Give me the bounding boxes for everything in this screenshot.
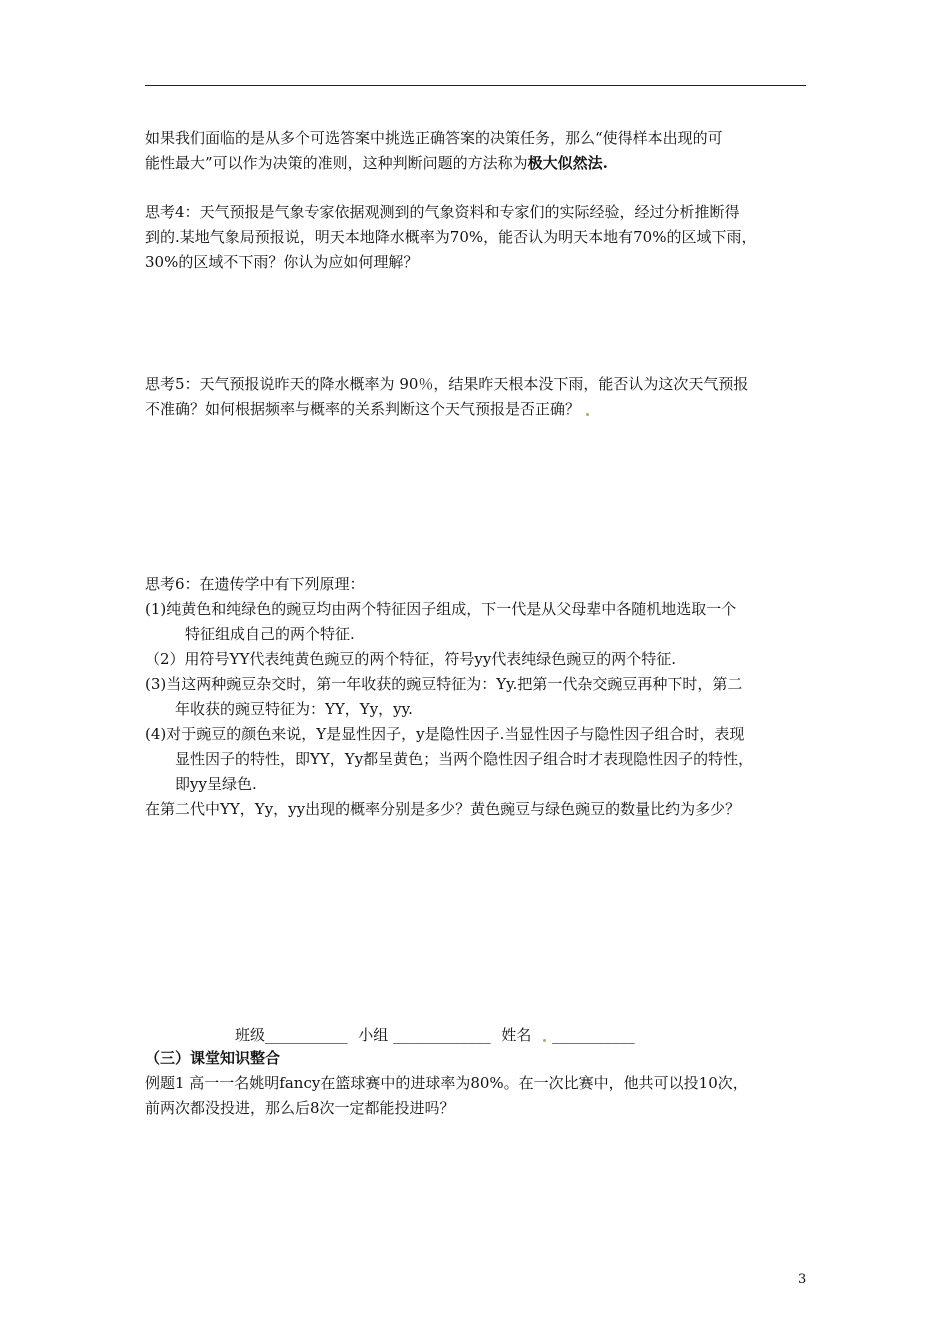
sign-line xyxy=(235,1024,641,1045)
list-item: (3)当这两种豌豆杂交时，第一年收获的豌豆特征为：Yy.把第一代杂交豌豆再种下时，第二 xyxy=(145,675,743,693)
question-6 xyxy=(145,572,807,822)
header-rule xyxy=(145,85,806,86)
text-line: 思考4：天气预报是气象专家依据观测到的气象资料和专家们的实际经验，经过分析推断得 xyxy=(145,203,740,221)
bold-term: 极大似然法. xyxy=(527,154,608,172)
question-text: 在第二代中YY，Yy，yy出现的概率分别是多少？黄色豌豆与绿色豌豆的数量比约为多少？ xyxy=(145,800,741,818)
text-line: 30%的区域不下雨？你认为应如何理解？ xyxy=(145,253,419,271)
name-blank: ___________ xyxy=(552,1026,635,1044)
text-line: 如果我们面临的是从多个可选答案中挑选正确答案的决策任务，那么“使得样本出现的可 xyxy=(145,129,723,147)
paragraph-mle xyxy=(145,126,807,176)
name-label: 姓名 xyxy=(501,1026,532,1044)
class-field: 班级___________ xyxy=(235,1026,348,1044)
list-item-cont: 显性因子的特性，即YY，Yy都呈黄色；当两个隐性因子组合时才表现隐性因子的特性， xyxy=(175,750,754,768)
question-4 xyxy=(145,200,807,275)
stray-dot xyxy=(586,413,589,416)
section-heading: （三）课堂知识整合 xyxy=(145,1049,281,1067)
text-line: 到的.某地气象局预报说，明天本地降水概率为70%，能否认为明天本地有70%的区域下雨， xyxy=(145,228,757,246)
list-item: (1)纯黄色和纯绿色的豌豆均由两个特征因子组成，下一代是从父母辈中各随机地选取一个 xyxy=(145,600,737,618)
list-item-cont: 年收获的豌豆特征为：YY，Yy，yy. xyxy=(175,700,413,718)
question-5 xyxy=(145,372,807,422)
example-line: 例题1 高一一名姚明fancy在篮球赛中的进球率为80%。在一次比赛中，他共可以投10次， xyxy=(145,1074,748,1092)
list-item-cont: 即yy呈绿色. xyxy=(175,775,257,793)
text-line: 不准确？如何根据频率与概率的关系判断这个天气预报是否正确？ xyxy=(145,397,807,422)
list-item: （2）用符号YY代表纯黄色豌豆的两个特征，符号yy代表纯绿色豌豆的两个特征. xyxy=(145,650,677,668)
example-line: 前两次都没投进，那么后8次一定都能投进吗？ xyxy=(145,1099,455,1117)
group-field: 小组 _____________ xyxy=(358,1026,491,1044)
list-item: (4)对于豌豆的颜色来说，Y是显性因子，y是隐性因子.当显性因子与隐性因子组合时，表现 xyxy=(145,725,745,743)
text-line: 能性最大”可以作为决策的准则，这种判断问题的方法称为极大似然法. xyxy=(145,154,608,172)
page-number: 3 xyxy=(798,1272,807,1287)
question-title: 思考6：在遗传学中有下列原理： xyxy=(145,575,365,593)
section-3 xyxy=(145,1046,807,1121)
stray-dot xyxy=(543,1039,546,1042)
list-item-cont: 特征组成自己的两个特征. xyxy=(185,625,355,643)
text-line: 思考5：天气预报说昨天的降水概率为 90％，结果昨天根本没下雨，能否认为这次天气预报 xyxy=(145,375,749,393)
